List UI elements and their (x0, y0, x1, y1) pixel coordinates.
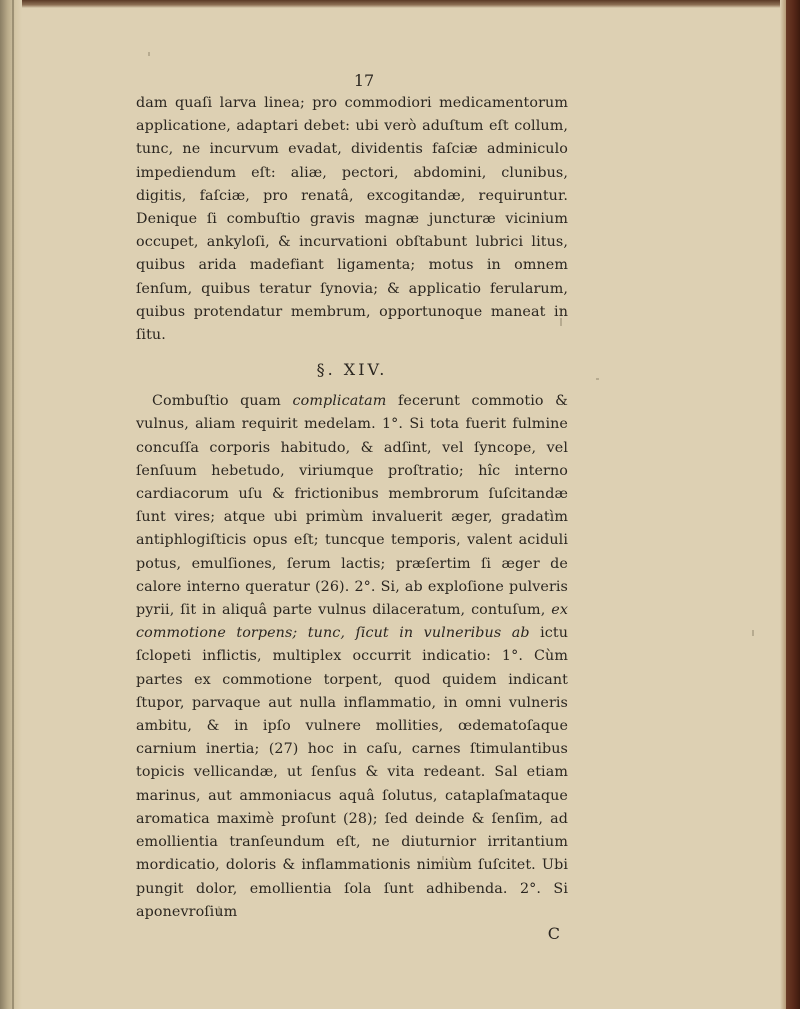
binding-line (12, 0, 14, 1009)
page-body (136, 72, 568, 944)
binding-edge (0, 0, 22, 1009)
section-heading: §. XIV. (316, 360, 388, 380)
paragraph-2-emphasis-a: complicatam (292, 393, 387, 410)
paragraph-1: dam quaſi larva linea; pro commodiori medicamentorum applicatione, adaptari debet: ubi verò aduſtum eſt collum, tunc, ne incurvum evadat, dividentis faſciæ adminiculo impediendum eſt: aliæ, pectori, abdomini, clunibus, digitis, faſciæ, pro renatâ, excogitandæ, requiruntur. Denique ſi combuſtio gravis magnæ juncturæ vicinium occupet, ankyloſi, & incurvationi obſtabunt lubrici litus, quibus arida madefiant ligamenta; motus in omnem ſenſum, quibus teratur ſynovia; & applicatio ferularum, quibus protendatur membrum, opportunoque maneat in ſitu. (136, 95, 568, 344)
paragraph-2 (136, 390, 568, 924)
paragraph-2-text-a: Combuſtio quam (152, 393, 293, 410)
paragraph-2-text-b: fecerunt commotio & vulnus, aliam requirit medelam. 1°. Si tota fuerit fulmine concuſſa corporis habitudo, & adſint, vel ſyncope, vel ſenſuum hebetudo, viriumque proſtratio; hîc interno cardiacorum uſu & frictionibus membrorum ſuſcitandæ ſunt vires; atque ubi primùm invaluerit æger, gradatìm antiphlogiſticis opus eſt; tuncque temporis, valent aciduli potus, emulſiones, ſerum lactis; præſertim ſi æger de calore interno queratur (26). 2°. Si, ab exploſione pulveris pyrii, ſit in aliquâ parte vulnus dilaceratum, contuſum, (136, 393, 568, 619)
paragraph-2-text-c: ictu ſclopeti inflictis, multiplex occurrit indicatio: 1°. Cùm partes ex commotione torpent, quod quidem indicant ſtupor, parvaque aut nulla inflammatio, in omni vulneris ambitu, & in ipſo vulnere mollities, œdematoſaque carnium inertia; (27) hoc in caſu, carnes ſtimulantibus topicis vellicandæ, ut ſenſus & vita redeant. Sal etiam marinus, aut ammoniacus aquâ ſolutus, cataplaſmataque aromatica maximè proſunt (28); ſed deinde & ſenſim, ad emollientia tranſeundum eſt, ne diuturnior irritantium mordicatio, doloris & inflammationis nimiùm ſuſcitet. Ubi pungit dolor, emollientia ſola ſunt adhibenda. 2°. Si aponevroſium (136, 625, 569, 920)
page-number: 17 (353, 71, 375, 90)
paper-speck (752, 630, 754, 636)
signature-mark: C (547, 923, 560, 943)
paper-speck (596, 378, 599, 380)
paragraph-2-emphasis-b: ex commotione torpens; tunc, ſicut in vulneribus ab (136, 602, 568, 642)
book-cover-edge (786, 0, 800, 1009)
paper-speck (148, 52, 150, 56)
page-top-edge (0, 0, 800, 8)
